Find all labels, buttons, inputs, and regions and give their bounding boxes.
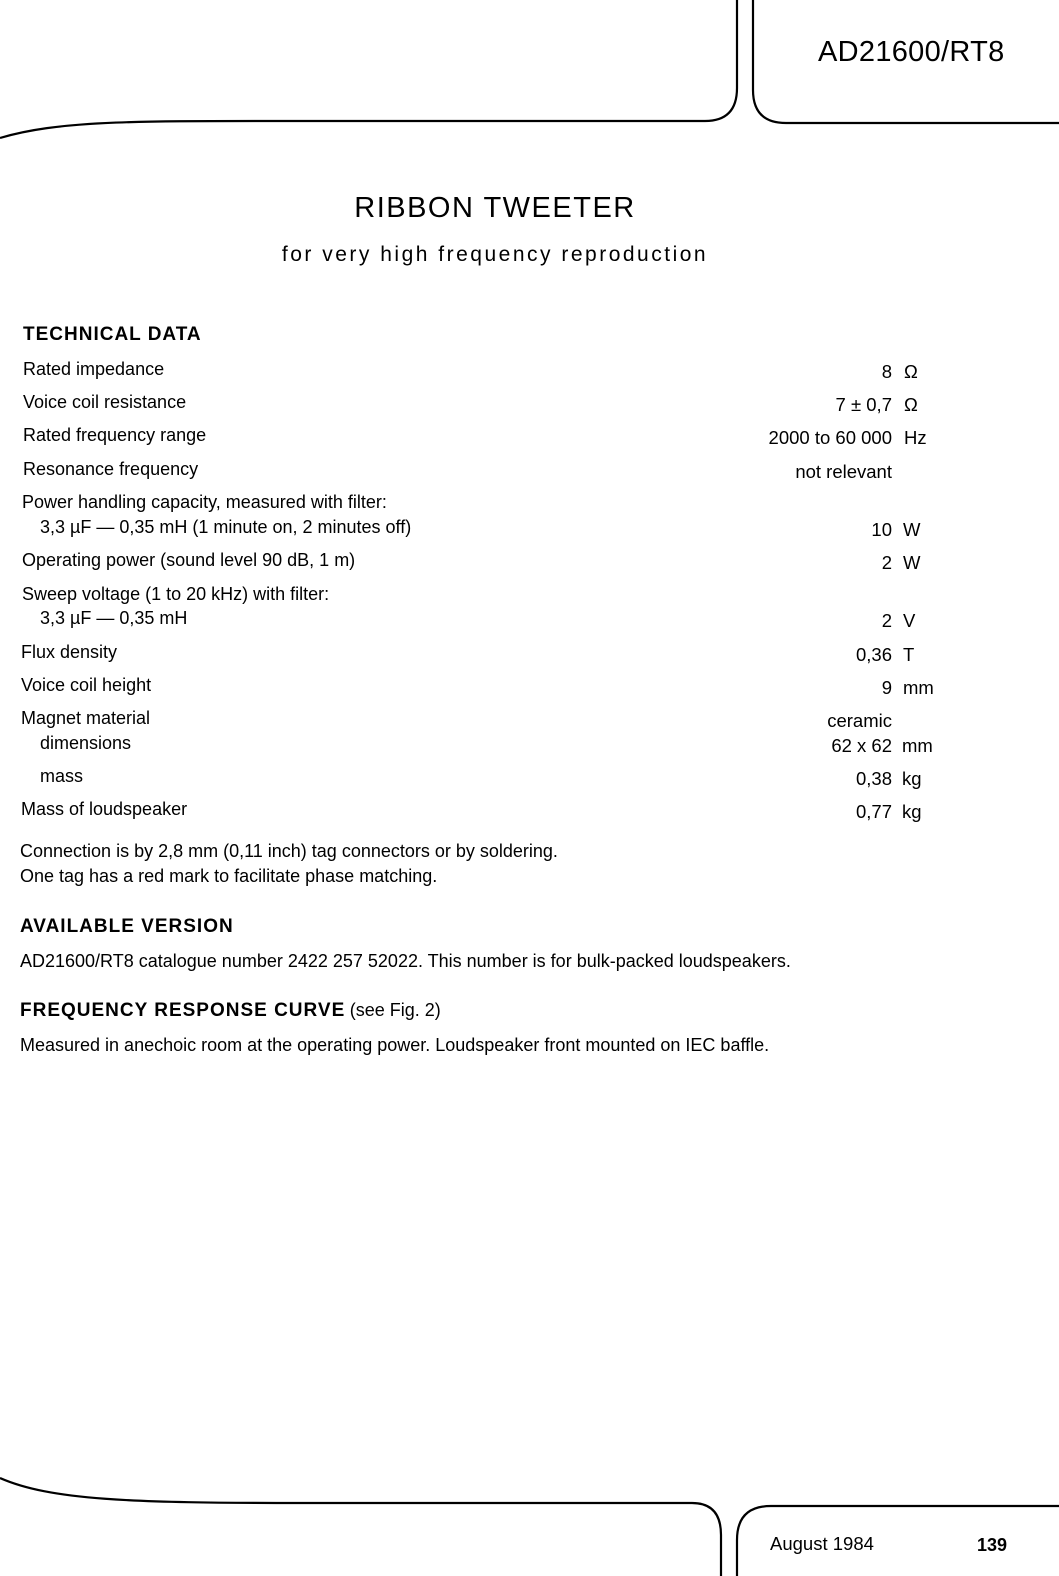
spec-unit: kg — [902, 801, 922, 822]
page-subtitle: for very high frequency reproduction — [281, 243, 709, 266]
spec-value: 2 — [881, 610, 892, 631]
spec-value: 0,36 — [855, 644, 892, 665]
spec-unit: Ω — [904, 394, 918, 415]
spec-label: Mass of loudspeaker — [21, 799, 188, 819]
connection-note-line-1: Connection is by 2,8 mm (0,11 inch) tag connectors or by soldering. — [20, 841, 558, 861]
spec-label: Flux density — [21, 642, 118, 662]
connection-note-line-2: One tag has a red mark to facilitate phase matching. — [20, 866, 438, 886]
spec-value: 9 — [881, 677, 892, 698]
spec-label: Operating power (sound level 90 dB, 1 m) — [22, 550, 356, 570]
spec-value: 2000 to 60 000 — [768, 427, 892, 448]
spec-value: 62 x 62 — [831, 735, 892, 756]
technical-data-heading: TECHNICAL DATA — [23, 324, 202, 345]
spec-unit: W — [903, 519, 921, 540]
spec-label: Voice coil height — [21, 675, 152, 695]
spec-unit: W — [903, 552, 921, 573]
spec-label: Voice coil resistance — [23, 392, 187, 412]
frequency-response-text: Measured in anechoic room at the operating power. Loudspeaker front mounted on IEC baffle. — [20, 1035, 770, 1055]
spec-unit: mm — [902, 735, 933, 756]
spec-value: 10 — [871, 519, 892, 540]
spec-value: ceramic — [827, 710, 892, 731]
spec-unit: kg — [902, 768, 922, 789]
spec-label-continuation: 3,3 µF — 0,35 mH (1 minute on, 2 minutes off) — [40, 517, 412, 537]
footer-date: August 1984 — [770, 1533, 874, 1554]
spec-value: not relevant — [795, 461, 892, 482]
spec-unit: T — [903, 644, 915, 665]
frequency-response-heading — [20, 1000, 441, 1022]
part-number: AD21600/RT8 — [818, 36, 1005, 68]
spec-value: 8 — [881, 361, 892, 382]
spec-label-continuation: 3,3 µF — 0,35 mH — [40, 608, 188, 628]
spec-unit: V — [903, 610, 916, 631]
spec-label: Rated impedance — [23, 359, 165, 379]
page-number: 139 — [977, 1535, 1008, 1555]
available-version-text: AD21600/RT8 catalogue number 2422 257 52022. This number is for bulk-packed loudspeakers. — [20, 951, 791, 971]
frequency-response-figure-ref: (see Fig. 2) — [349, 1000, 441, 1020]
spec-label: Sweep voltage (1 to 20 kHz) with filter: — [22, 584, 330, 604]
spec-label: Rated frequency range — [23, 425, 207, 445]
spec-label: dimensions — [40, 733, 132, 753]
page-title: RIBBON TWEETER — [354, 192, 636, 224]
spec-value: 2 — [881, 552, 892, 573]
spec-value: 7 ± 0,7 — [835, 394, 892, 415]
spec-value: 0,77 — [855, 801, 892, 822]
spec-unit: mm — [903, 677, 934, 698]
spec-label: Power handling capacity, measured with filter: — [22, 492, 387, 512]
spec-unit: Hz — [904, 427, 927, 448]
spec-value: 0,38 — [855, 768, 892, 789]
available-version-heading: AVAILABLE VERSION — [20, 916, 234, 937]
spec-unit: Ω — [904, 361, 918, 382]
spec-label: mass — [40, 766, 84, 786]
spec-label: Magnet material — [21, 708, 151, 728]
spec-label: Resonance frequency — [23, 459, 199, 479]
frequency-response-heading-text: FREQUENCY RESPONSE CURVE — [20, 1000, 346, 1021]
